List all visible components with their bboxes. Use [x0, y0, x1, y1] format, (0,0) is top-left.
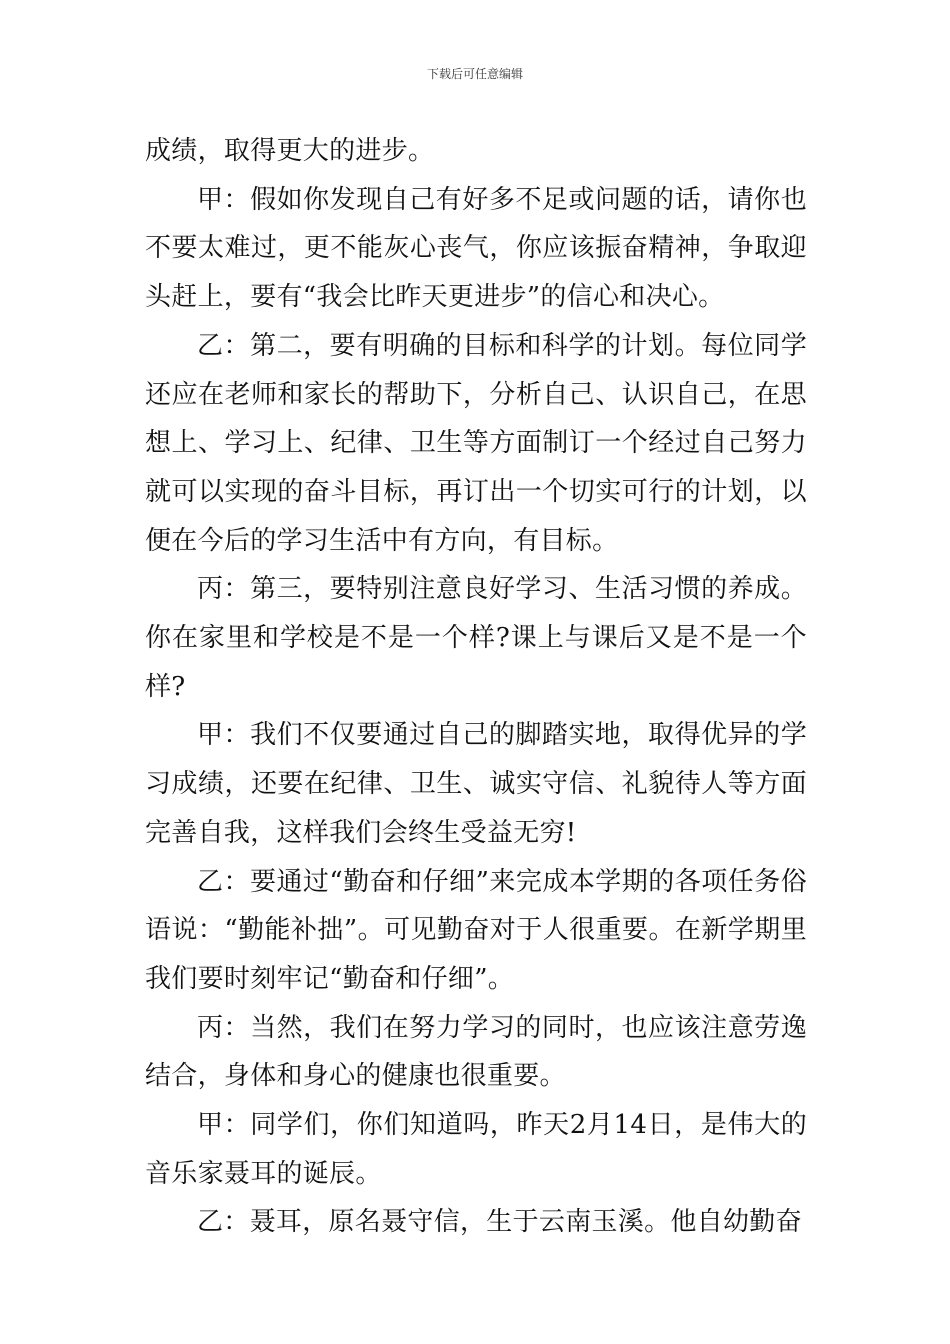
paragraph-jia-2: 甲：我们不仅要通过自己的脚踏实地，取得优异的学习成绩，还要在纪律、卫生、诚实守信、礼貌待人等方面完善自我，这样我们会终生受益无穷!: [145, 720, 807, 848]
document-body: [145, 127, 807, 1247]
paragraph-yi-3: 乙：聂耳，原名聂守信，生于云南玉溪。他自幼勤奋: [197, 1207, 802, 1238]
paragraph-yi-1: 乙：第二，要有明确的目标和科学的计划。每位同学还应在老师和家长的帮助下，分析自己、认识自己，在思想上、学习上、纪律、卫生等方面制订一个经过自己努力就可以实现的奋斗目标，再订出一个切实可行的计划，以便在今后的学习生活中有方向，有目标。: [145, 330, 807, 556]
page-header: 下载后可任意编辑: [426, 67, 523, 81]
paragraph-jia-1: 甲：假如你发现自己有好多不足或问题的话，请你也不要太难过，更不能灰心丧气，你应该振奋精神，争取迎头赶上，要有“我会比昨天更进步”的信心和决心。: [145, 184, 807, 313]
paragraph-yi-2: 乙：要通过“勤奋和仔细”来完成本学期的各项任务俗语说：“勤能补拙”。可见勤奋对于人很重要。在新学期里我们要时刻牢记“勤奋和仔细”。: [145, 866, 807, 994]
paragraph-continuation: 成绩，取得更大的进步。: [145, 136, 435, 166]
paragraph-bing-2: 丙：当然，我们在努力学习的同时，也应该注意劳逸结合，身体和身心的健康也很重要。: [145, 1012, 807, 1092]
paragraph-jia-3: 甲：同学们，你们知道吗，昨天2月14日，是伟大的音乐家聂耳的诞辰。: [145, 1110, 807, 1189]
paragraph-bing-1: 丙：第三，要特别注意良好学习、生活习惯的养成。你在家里和学校是不是一个样?课上与课后又是不是一个样?: [145, 574, 807, 702]
